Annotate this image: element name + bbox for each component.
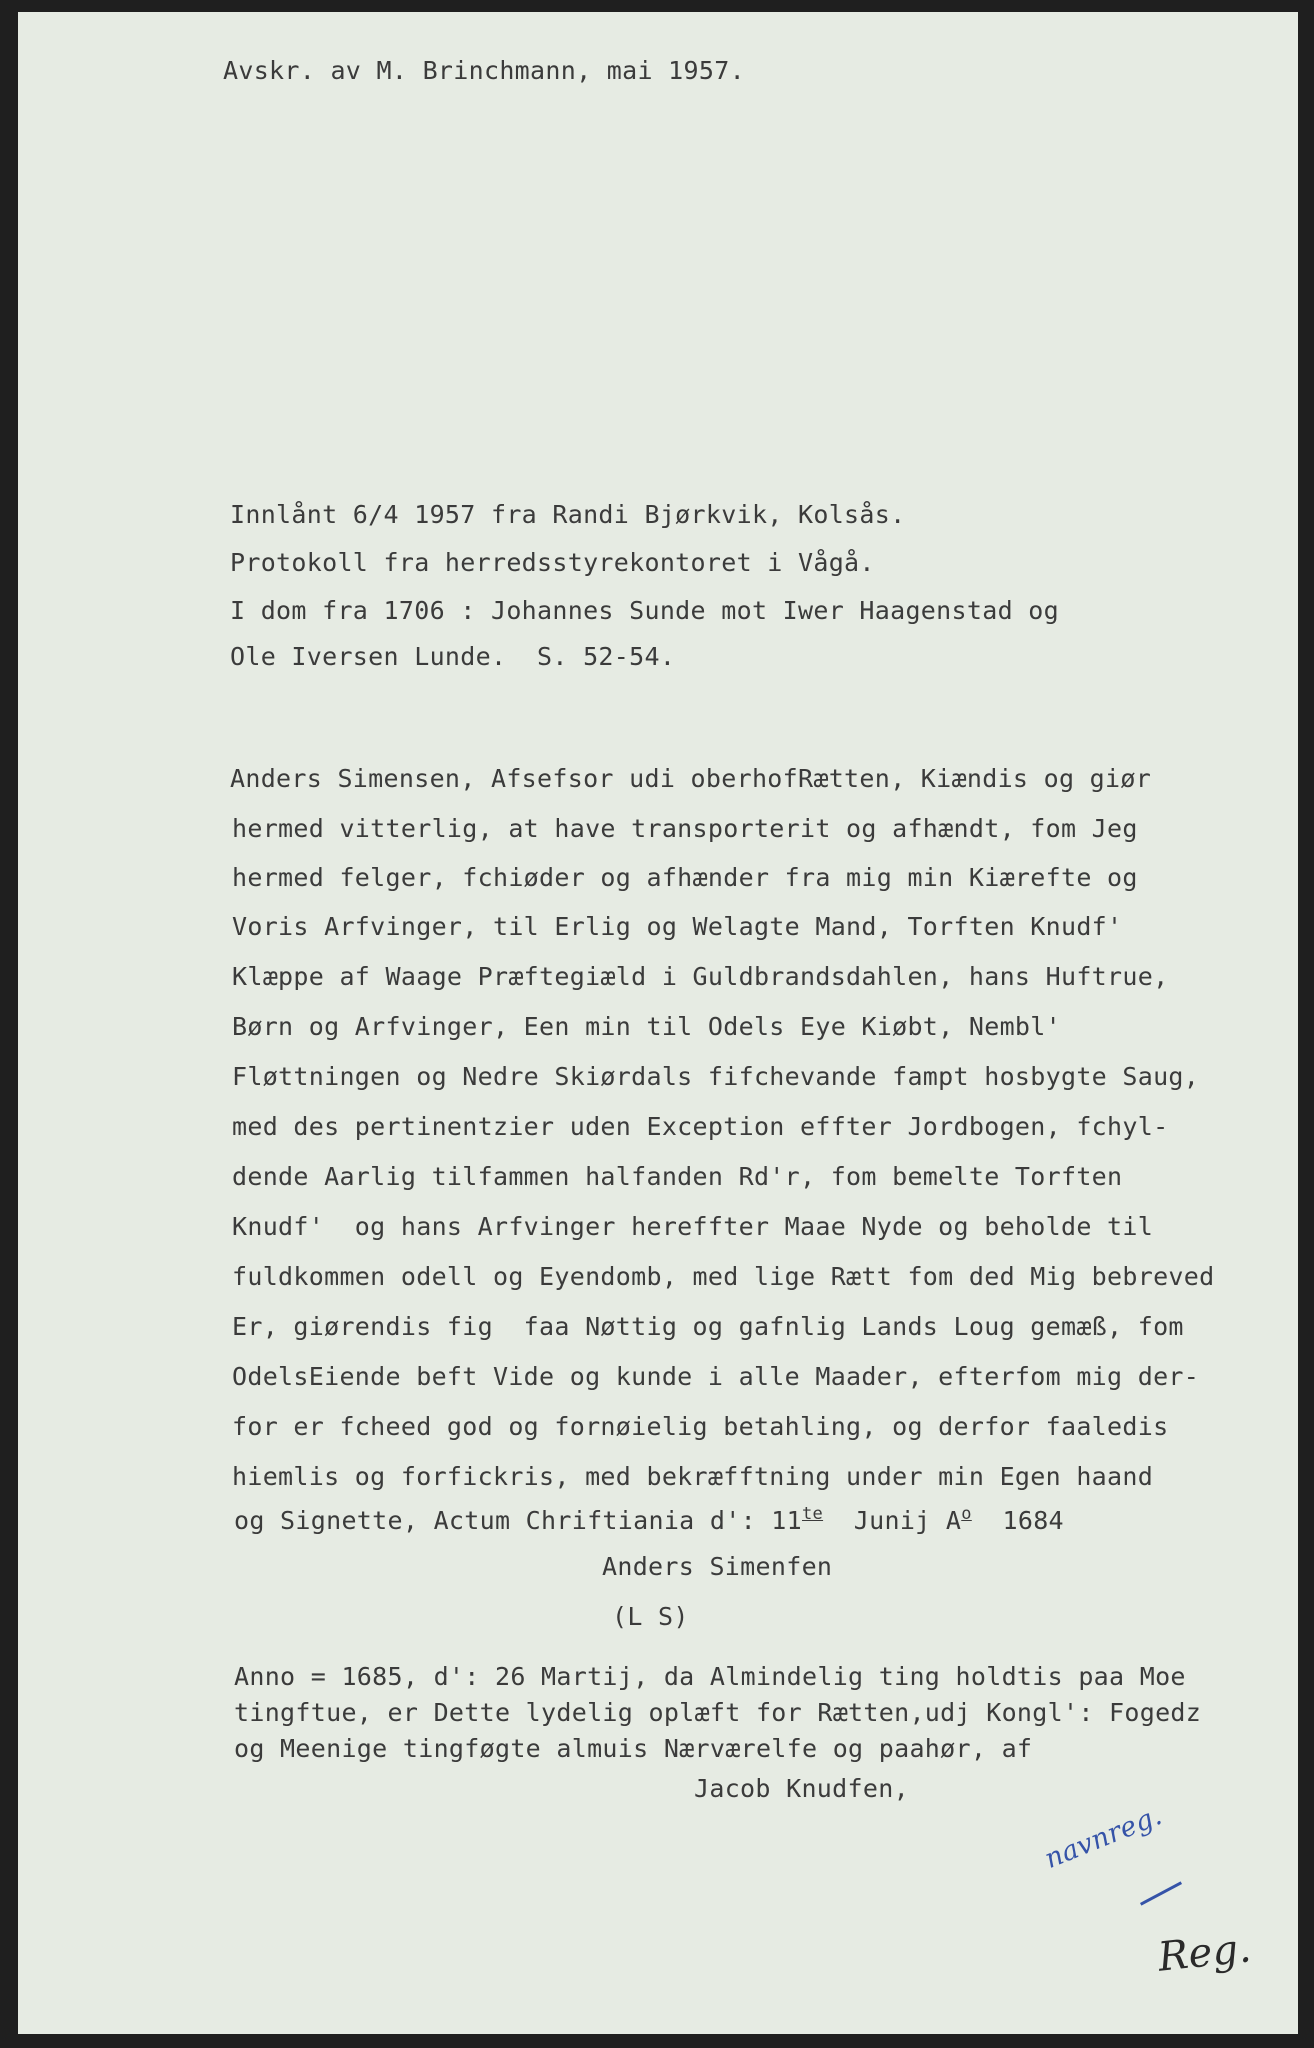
registration-signer: Jacob Knudfen, — [694, 1774, 909, 1803]
source-line: I dom fra 1706 : Johannes Sunde mot Iwer Haagenstad og — [230, 596, 1059, 625]
deed-line: Voris Arfvinger, til Erlig og Welagte Mand, Torften Knudf' — [232, 912, 1123, 941]
deed-line: dende Aarlig tilfammen halfanden Rd'r, fom bemelte Torften — [232, 1162, 1123, 1191]
copy-note: Avskr. av M. Brinchmann, mai 1957. — [223, 56, 745, 85]
blue-underline — [1140, 1881, 1182, 1905]
month-text: Junij A — [823, 1506, 962, 1535]
deed-line: fuldkommen odell og Eyendomb, med lige Rætt fom ded Mig bebreved — [232, 1262, 1215, 1291]
year-text: 1684 — [971, 1506, 1064, 1535]
deed-line: Anders Simensen, Afsefsor udi oberhofRætten, Kiændis og giør — [230, 764, 1152, 793]
blue-annotation: navnreg. — [1040, 1800, 1167, 1875]
seal-mark: (L S) — [612, 1602, 689, 1631]
actum-text: og Signette, Actum Chriftiania d': 11 — [234, 1506, 802, 1535]
reg-annotation: Reg. — [1155, 1925, 1254, 1981]
registration-line: Anno = 1685, d': 26 Martij, da Almindelig ting holdtis paa Moe — [234, 1662, 1186, 1691]
registration-line: og Meenige tingføgte almuis Nærværelfe og paahør, af — [234, 1734, 1033, 1763]
deed-line: Fløttningen og Nedre Skiørdals fifchevande fampt hosbygte Saug, — [232, 1062, 1200, 1091]
deed-line: OdelsEiende beft Vide og kunde i alle Maader, efterfom mig der- — [232, 1362, 1200, 1391]
actum-line — [234, 1506, 1064, 1533]
day-suffix: te — [802, 1504, 824, 1524]
registration-line: tingftue, er Dette lydelig oplæft for Rætten,udj Kongl': Fogedz — [234, 1698, 1202, 1727]
deed-line: Børn og Arfvinger, Een min til Odels Eye Kiøbt, Nembl' — [232, 1012, 1061, 1041]
source-line: Innlånt 6/4 1957 fra Randi Bjørkvik, Kolsås. — [230, 500, 906, 529]
deed-line: hermed felger, fchiøder og afhænder fra mig min Kiærefte og — [232, 863, 1138, 892]
source-line: Protokoll fra herredsstyrekontoret i Vågå. — [230, 548, 875, 577]
deed-line: Knudf' og hans Arfvinger hereffter Maae Nyde og beholde til — [232, 1212, 1154, 1241]
deed-line: hiemlis og forfickris, med bekræfftning under min Egen haand — [232, 1462, 1154, 1491]
signature: Anders Simenfen — [602, 1552, 833, 1581]
anno-suffix: o — [961, 1504, 972, 1524]
deed-line: hermed vitterlig, at have transporterit og afhændt, fom Jeg — [232, 814, 1138, 843]
source-line: Ole Iversen Lunde. S. 52-54. — [230, 642, 676, 671]
document-page — [18, 12, 1298, 2034]
deed-line: Er, giørendis fig faa Nøttig og gafnlig Lands Loug gemæß, fom — [232, 1312, 1184, 1341]
deed-line: Klæppe af Waage Præftegiæld i Guldbrandsdahlen, hans Huftrue, — [232, 962, 1169, 991]
deed-line: med des pertinentzier uden Exception effter Jordbogen, fchyl- — [232, 1112, 1169, 1141]
deed-line: for er fcheed god og fornøielig betahling, og derfor faaledis — [232, 1412, 1169, 1441]
